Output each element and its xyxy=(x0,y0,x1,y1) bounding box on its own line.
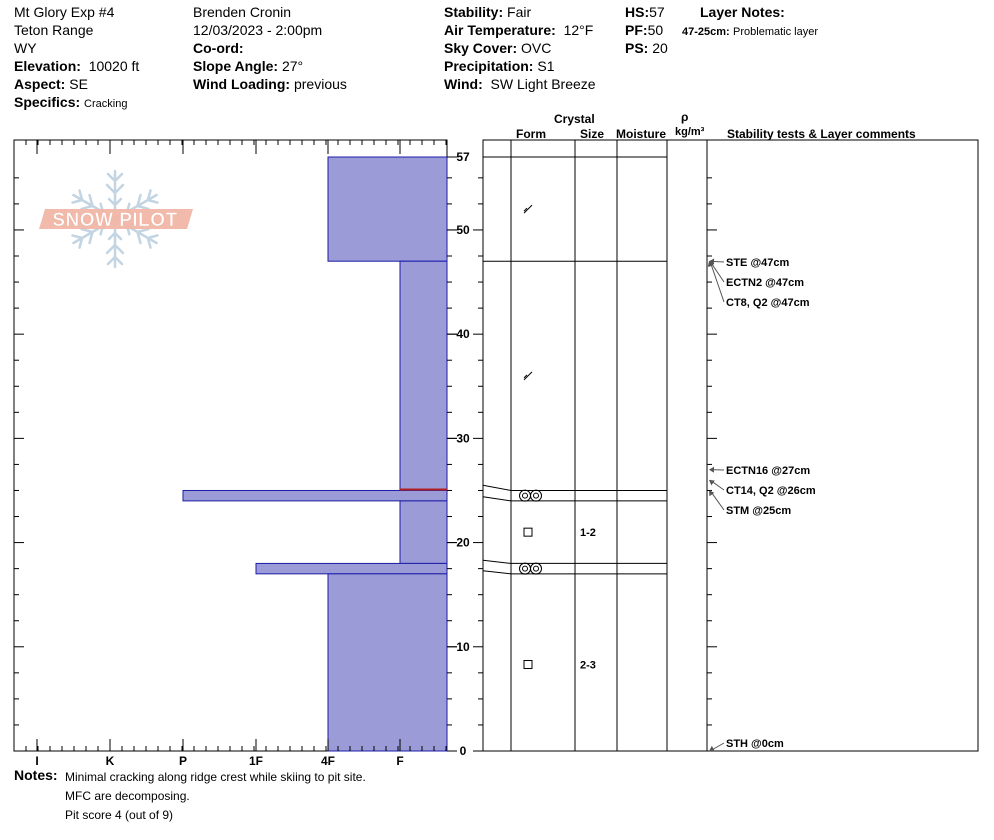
depth-tick-label: 20 xyxy=(456,535,470,550)
hardness-tick-label: K xyxy=(105,754,115,768)
crystal-size-label: 1-2 xyxy=(580,527,596,540)
wind-label: Wind: xyxy=(444,76,483,92)
decomposing-fragments-icon xyxy=(524,372,532,380)
coord-label: Co-ord: xyxy=(193,40,244,56)
pf-value: 50 xyxy=(647,22,664,38)
depth-tick-label: 40 xyxy=(456,327,470,342)
hardness-tick-label: F xyxy=(396,754,404,768)
moisture-header: Moisture xyxy=(616,127,667,141)
wind-loading-value: previous xyxy=(293,76,347,92)
stability-test-label: ECTN2 @47cm xyxy=(726,277,804,289)
hardness-layer-25-47 xyxy=(400,261,447,490)
hs-label: HS: xyxy=(625,4,650,20)
logo-text: SNOW PILOT xyxy=(52,210,178,231)
precip-value: S1 xyxy=(537,58,555,74)
stability-test-label: ECTN16 @27cm xyxy=(726,465,811,477)
depth-tick-label: 50 xyxy=(456,222,470,237)
hardness-layer-18-24 xyxy=(400,501,447,564)
depth-tick-label: 0 xyxy=(459,744,467,758)
crystal-size-label: 2-3 xyxy=(580,659,596,672)
hardness-layer-0-17 xyxy=(328,574,447,751)
sky-value: OVC xyxy=(521,40,552,56)
form-header: Form xyxy=(516,127,546,141)
depth-tick-label: 10 xyxy=(456,639,470,654)
note-line-1: Minimal cracking along ridge crest while skiing to pit site. xyxy=(65,770,366,784)
stability-tests xyxy=(706,257,816,754)
aspect-label: Aspect: xyxy=(14,76,66,92)
density-symbol: ρ xyxy=(681,110,689,124)
layer-note-range: 47-25cm: xyxy=(682,26,730,38)
melt-forms-icon xyxy=(520,563,542,574)
pf-label: PF: xyxy=(625,22,648,38)
layer-boundary-connector xyxy=(483,571,511,574)
range-name: Teton Range xyxy=(14,22,94,38)
crystal-forms xyxy=(520,205,596,671)
ps-label: PS: xyxy=(625,40,649,56)
hardness-layer-24-25 xyxy=(183,490,447,500)
layer-boundary-connector xyxy=(483,485,511,490)
stability-test-label: CT8, Q2 @47cm xyxy=(726,297,810,309)
ps-value: 20 xyxy=(652,40,668,56)
layer-table-frame xyxy=(483,140,978,751)
stability-test-label: CT14, Q2 @26cm xyxy=(726,485,816,497)
wind-value: SW Light Breeze xyxy=(490,76,596,92)
faceted-icon xyxy=(524,528,532,536)
date-time: 12/03/2023 - 2:00pm xyxy=(193,22,323,38)
layer-note-text: Problematic layer xyxy=(733,26,819,38)
stability-test-label: STE @47cm xyxy=(726,257,790,269)
aspect-value: SE xyxy=(69,76,88,92)
wind-loading-label: Wind Loading: xyxy=(193,76,291,92)
hardness-tick-label: I xyxy=(35,754,39,768)
stability-test-label: STM @25cm xyxy=(726,505,792,517)
test-arrowhead xyxy=(708,746,715,754)
air-temp-label: Air Temperature: xyxy=(444,22,556,38)
decomposing-fragments-icon xyxy=(524,205,532,213)
melt-forms-icon xyxy=(520,490,542,501)
layer-boundary-connector xyxy=(483,497,511,501)
precip-label: Precipitation: xyxy=(444,58,534,74)
layer-boundary-connector xyxy=(483,560,511,563)
hardness-layer-47-57 xyxy=(328,157,447,261)
specifics-label: Specifics: xyxy=(14,94,81,110)
pit-name: Mt Glory Exp #4 xyxy=(14,4,115,20)
observer: Brenden Cronin xyxy=(193,4,292,20)
stability-test-label: STH @0cm xyxy=(726,738,784,750)
test-arrowhead xyxy=(707,478,715,486)
test-pointer xyxy=(710,261,724,302)
hardness-tick-label: 1F xyxy=(248,754,264,768)
elevation-label: Elevation: xyxy=(14,58,81,74)
hs-value: 57 xyxy=(649,4,665,20)
stability-label: Stability: xyxy=(444,4,504,20)
crystal-header: Crystal xyxy=(554,112,595,126)
state-name: WY xyxy=(14,40,37,56)
slope-value: 27° xyxy=(281,58,304,74)
layer-notes-title: Layer Notes: xyxy=(700,4,785,20)
depth-tick-label: 57 xyxy=(456,150,470,164)
hardness-tick-label: 4F xyxy=(320,754,336,768)
snowpilot-logo xyxy=(39,171,193,267)
test-arrowhead xyxy=(709,467,714,473)
stability-value: Fair xyxy=(507,4,532,20)
specifics-value: Cracking xyxy=(84,98,128,110)
air-temp-value: 12°F xyxy=(563,22,594,38)
depth-tick-label: 30 xyxy=(456,431,470,446)
note-line-3: Pit score 4 (out of 9) xyxy=(65,808,174,822)
elevation-value: 10020 ft xyxy=(88,58,140,74)
hardness-bars xyxy=(183,157,447,751)
faceted-icon xyxy=(524,661,532,669)
density-unit: kg/m³ xyxy=(675,126,705,138)
size-header: Size xyxy=(580,127,605,141)
sky-label: Sky Cover: xyxy=(444,40,518,56)
stability-header: Stability tests & Layer comments xyxy=(727,127,916,141)
hardness-layer-17-18 xyxy=(256,563,447,573)
notes-label: Notes: xyxy=(14,767,58,783)
hardness-tick-label: P xyxy=(178,754,188,768)
note-line-2: MFC are decomposing. xyxy=(65,789,190,803)
slope-label: Slope Angle: xyxy=(193,58,279,74)
